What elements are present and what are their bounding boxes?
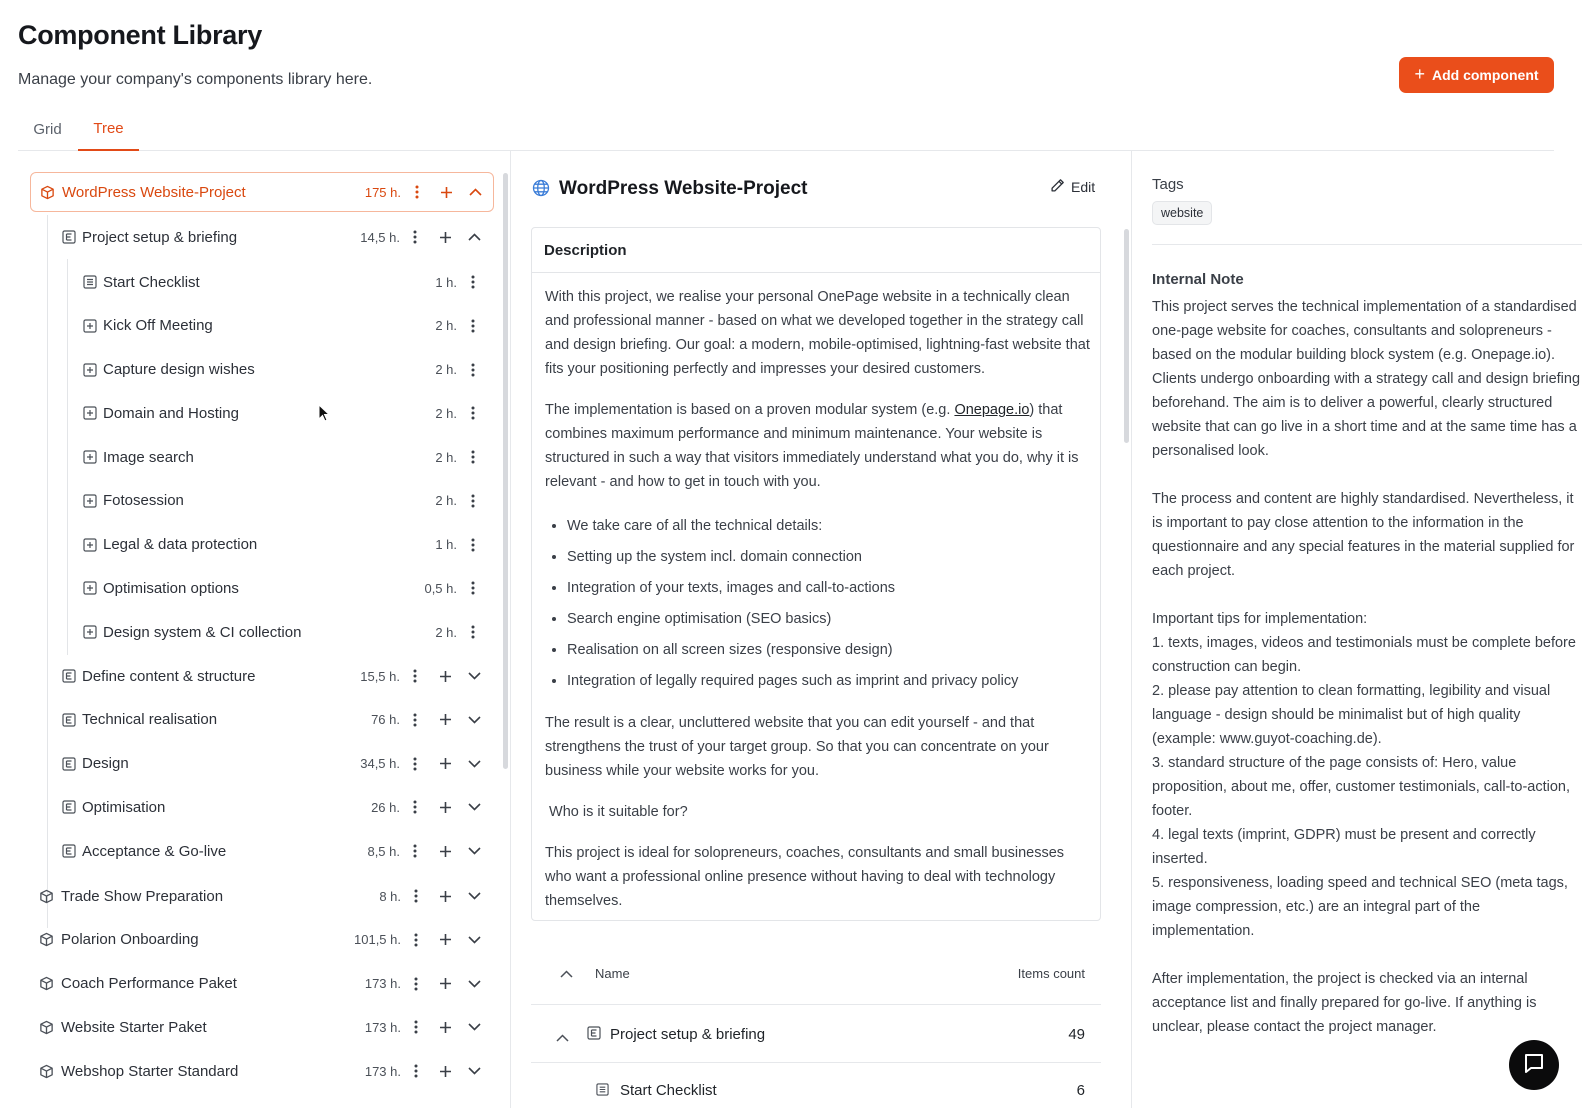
tree-item-label: Acceptance & Go-live (82, 842, 227, 860)
section-icon (61, 844, 76, 859)
tree-item-label: Design (82, 755, 129, 772)
package-icon (39, 1064, 54, 1079)
section-icon (61, 669, 76, 684)
tree-item-label: Polarion Onboarding (61, 931, 199, 949)
tree-item-label: Trade Show Preparation (61, 887, 224, 905)
add-child-icon[interactable] (436, 667, 454, 685)
tree-item-label: Optimisation (82, 798, 166, 816)
tree-item-label: Kick Off Meeting (103, 317, 213, 335)
tree-item-label: WordPress Website-Project (62, 183, 246, 201)
more-menu-icon[interactable] (406, 667, 424, 685)
view-tabs (18, 108, 1554, 151)
hours-value: 1 h. (435, 274, 457, 290)
tab-tree[interactable]: Tree (78, 108, 139, 151)
chevron-down-icon[interactable] (465, 1018, 483, 1036)
checklist-icon (82, 275, 97, 290)
row-count: 6 (1076, 1082, 1085, 1099)
more-menu-icon[interactable] (408, 183, 426, 201)
more-menu-icon[interactable] (406, 711, 424, 729)
tree-item-label: Image search (103, 448, 194, 466)
hours-value: 173 h. (364, 976, 401, 991)
tree-group-item[interactable] (52, 787, 492, 827)
hours-value: 175 h. (364, 184, 401, 200)
section-icon (587, 1026, 601, 1044)
tree-item-label: Domain and Hosting (103, 404, 239, 422)
chevron-down-icon[interactable] (465, 842, 483, 860)
more-menu-icon[interactable] (464, 579, 482, 597)
package-icon (40, 185, 55, 200)
description-paragraph: This project is ideal for solopreneurs, coaches, consultants and small businesses who want a professional online presence without having to deal with technology themselves. (545, 845, 1065, 909)
more-menu-icon[interactable] (464, 273, 482, 291)
add-child-icon[interactable] (436, 228, 454, 246)
plus-icon: + (1414, 64, 1425, 84)
checklist-icon (596, 1083, 609, 1100)
chevron-up-icon[interactable] (466, 183, 484, 201)
chevron-up-icon[interactable] (556, 1029, 569, 1046)
tree-item-label: Project setup & briefing (82, 228, 238, 246)
list-item: • We take care of all the technical details: (567, 511, 1090, 542)
row-count: 49 (1068, 1026, 1085, 1043)
more-menu-icon[interactable] (464, 448, 482, 466)
mouse-cursor-icon (318, 404, 330, 427)
chevron-down-icon[interactable] (465, 755, 483, 773)
table-header (531, 951, 1101, 1005)
more-menu-icon[interactable] (464, 492, 482, 510)
column-name-header[interactable]: Name (595, 966, 630, 981)
more-menu-icon[interactable] (407, 887, 425, 905)
hours-value: 76 h. (371, 712, 400, 728)
tree-item-label: Webshop Starter Standard (61, 1062, 239, 1080)
hours-value: 0,5 h. (424, 580, 457, 596)
list-item: • Integration of legally required pages such as imprint and privacy policy (567, 666, 1090, 697)
list-item: • Realisation on all screen sizes (responsive design) (567, 635, 1090, 666)
more-menu-icon[interactable] (464, 404, 482, 422)
section-icon (61, 230, 76, 245)
hours-value: 15,5 h. (360, 668, 400, 684)
plus-square-icon (82, 493, 97, 508)
tree-leaf-item[interactable] (73, 525, 493, 565)
collapse-all-icon[interactable] (560, 966, 573, 981)
chevron-down-icon[interactable] (465, 931, 483, 949)
edit-button[interactable] (1050, 178, 1095, 196)
page-subtitle: Manage your company's components library here. (18, 71, 373, 88)
hours-value: 26 h. (371, 799, 400, 815)
hours-value: 8 h. (379, 888, 401, 904)
edit-label: Edit (1071, 179, 1096, 195)
add-component-label: Add component (1431, 67, 1539, 83)
onepage-link[interactable]: Onepage.io (954, 402, 1030, 418)
chevron-up-icon[interactable] (465, 228, 483, 246)
add-child-icon[interactable] (436, 842, 454, 860)
text-span: The implementation is based on a proven modular system (e.g. (545, 402, 955, 418)
add-child-icon[interactable] (436, 711, 454, 729)
add-component-button[interactable] (1399, 57, 1554, 93)
package-icon (39, 889, 54, 904)
chevron-down-icon[interactable] (465, 798, 483, 816)
component-tree (18, 151, 511, 1108)
tag-chip[interactable]: website (1152, 201, 1212, 225)
row-name: Start Checklist (620, 1082, 717, 1099)
detail-title: WordPress Website-Project (559, 178, 808, 199)
chevron-down-icon[interactable] (465, 667, 483, 685)
chevron-down-icon[interactable] (465, 887, 483, 905)
description-paragraph: Who is it suitable for? (545, 804, 688, 820)
tree-item-label: Capture design wishes (103, 361, 255, 378)
tree-leaf-item[interactable] (73, 481, 493, 521)
hours-value: 1 h. (435, 537, 457, 552)
hours-value: 2 h. (435, 318, 457, 334)
pencil-icon (1050, 178, 1065, 196)
tab-grid[interactable]: Grid (33, 120, 62, 138)
tags-label: Tags (1152, 176, 1184, 193)
tree-project-item[interactable] (31, 876, 493, 916)
tree-leaf-item[interactable] (73, 306, 493, 346)
hours-value: 173 h. (364, 1019, 401, 1035)
tree-group-item[interactable] (52, 656, 492, 696)
chevron-down-icon[interactable] (465, 1062, 483, 1080)
more-menu-icon[interactable] (464, 317, 482, 335)
description-paragraph (545, 398, 1090, 494)
list-item: • Search engine optimisation (SEO basics) (567, 604, 1090, 635)
chat-icon (1522, 1051, 1546, 1080)
chat-button[interactable] (1509, 1040, 1559, 1090)
description-card (531, 227, 1101, 921)
plus-square-icon (82, 406, 97, 421)
more-menu-icon[interactable] (406, 755, 424, 773)
add-child-icon[interactable] (437, 183, 455, 201)
section-icon (61, 756, 76, 771)
add-child-icon[interactable] (436, 931, 454, 949)
column-count-header[interactable]: Items count (1017, 966, 1085, 981)
tree-item-label: Website Starter Paket (61, 1018, 207, 1036)
more-menu-icon[interactable] (464, 623, 482, 641)
section-icon (61, 712, 76, 727)
add-child-icon[interactable] (436, 975, 454, 993)
internal-note-label: Internal Note (1152, 271, 1244, 288)
hours-value: 2 h. (435, 624, 457, 640)
description-paragraph: The result is a clear, uncluttered website that you can edit yourself - and that strengthens the trust of your target group. So that you can concentrate on your business while your website works for you. (545, 715, 1049, 779)
tree-item-root[interactable] (30, 172, 494, 212)
table-row[interactable] (531, 1005, 1101, 1063)
plus-square-icon (82, 537, 97, 552)
more-menu-icon[interactable] (406, 842, 424, 860)
tree-scrollbar[interactable] (503, 173, 508, 769)
tree-item-label: Design system & CI collection (103, 623, 302, 641)
tree-guide-line (47, 215, 48, 928)
add-child-icon[interactable] (436, 798, 454, 816)
plus-square-icon (82, 318, 97, 333)
text-span: ) that combines maximum performance and minimum maintenance. Your website is structured in such a way that visitors immediately understand what you do, why it is relevant - and how to get in touch with you. (545, 402, 1079, 490)
plus-square-icon (82, 581, 97, 596)
detail-panel (512, 151, 1132, 1108)
page-title: Component Library (18, 20, 262, 50)
tree-leaf-item[interactable] (73, 437, 493, 477)
tree-item-label: Coach Performance Paket (61, 975, 237, 992)
more-menu-icon[interactable] (407, 1062, 425, 1080)
divider (1152, 244, 1582, 245)
tree-item-label: Optimisation options (103, 579, 239, 597)
feature-list (545, 511, 1090, 697)
tree-item-label: Start Checklist (103, 273, 200, 291)
tree-group-item[interactable] (52, 831, 492, 871)
detail-scrollbar[interactable] (1124, 229, 1129, 443)
globe-icon (532, 179, 550, 202)
hours-value: 14,5 h. (360, 229, 400, 245)
tree-item-label: Fotosession (103, 492, 184, 510)
tree-project-item[interactable] (31, 920, 493, 960)
tree-project-item[interactable] (31, 964, 493, 1004)
chevron-down-icon[interactable] (465, 711, 483, 729)
chevron-down-icon[interactable] (465, 975, 483, 993)
hours-value: 101,5 h. (354, 932, 401, 948)
tree-group-item[interactable] (52, 700, 492, 740)
more-menu-icon[interactable] (406, 228, 424, 246)
hours-value: 2 h. (435, 449, 457, 465)
tree-project-item[interactable] (31, 1007, 493, 1047)
tree-item-label: Technical realisation (82, 711, 218, 729)
plus-square-icon (82, 625, 97, 640)
tree-project-item[interactable] (31, 1051, 493, 1091)
tree-item-label: Define content & structure (82, 667, 256, 685)
tree-guide-line (67, 259, 68, 655)
side-panel (1133, 151, 1581, 1108)
more-menu-icon[interactable] (464, 536, 482, 554)
row-name: Project setup & briefing (610, 1026, 766, 1043)
tree-group-item[interactable] (52, 744, 492, 784)
hours-value: 173 h. (364, 1063, 401, 1079)
hours-value: 8,5 h. (367, 843, 400, 859)
description-heading: Description (532, 228, 1100, 273)
tree-leaf-item[interactable] (73, 262, 493, 302)
plus-square-icon (82, 450, 97, 465)
tree-leaf-item[interactable] (73, 393, 493, 433)
add-child-icon[interactable] (436, 1018, 454, 1036)
package-icon (39, 976, 54, 991)
list-item: • Setting up the system incl. domain connection (567, 542, 1090, 573)
tree-group-item[interactable] (52, 217, 492, 257)
more-menu-icon[interactable] (464, 361, 482, 379)
description-body (545, 285, 1090, 930)
table-row[interactable] (531, 1063, 1101, 1108)
description-paragraph: With this project, we realise your personal OnePage website in a technically clean and professional manner - based on what we developed together in the strategy call and design briefing. Our goal: a modern, mobile-optimised, lightning-fast website that fits your positioning perfectly and impresses your desired customers. (545, 289, 1090, 377)
hours-value: 34,5 h. (360, 756, 400, 771)
tree-leaf-item[interactable] (73, 568, 493, 608)
internal-note-text: This project serves the technical implementation of a standardised one-page website for coaches, consultants and solopreneurs - based on the modular building block system (e.g. Onepage.io). Clients undergo onboarding with a strategy call and design briefing beforehand. The aim is to deliver a powerful, clearly structured website that can go live in a short time and at the same time has a personalised look. The process and content are highly standardised. Nevertheless, it is important to pay close attention to the information in the questionnaire and any special features in the material supplied for each project. Important tips for implementation: 1. texts, images, videos and testimonials must be complete before construction can begin. 2. please pay attention to clean formatting, legibility and visual language - design should be minimalist but of high quality (example: www.guyot-coaching.de). 3. standard structure of the page consists of: Hero, value proposition, about me, offer, customer testimonials, call-to-action, footer. 4. legal texts (imprint, GDPR) must be present and correctly inserted. 5. responsiveness, loading speed and technical SEO (meta tags, image compression, etc.) are an integral part of the implementation. After implementation, the project is checked via an internal acceptance list and finally prepared for go-live. If anything is unclear, please contact the project manager. (1152, 299, 1581, 1035)
add-child-icon[interactable] (436, 755, 454, 773)
section-icon (61, 800, 76, 815)
more-menu-icon[interactable] (407, 931, 425, 949)
tree-item-label: Legal & data protection (103, 536, 258, 553)
more-menu-icon[interactable] (407, 1018, 425, 1036)
more-menu-icon[interactable] (407, 975, 425, 993)
list-item: • Integration of your texts, images and call-to-actions (567, 573, 1090, 604)
hours-value: 2 h. (435, 362, 457, 377)
tree-leaf-item[interactable] (73, 350, 493, 390)
package-icon (39, 1020, 54, 1035)
hours-value: 2 h. (435, 405, 457, 421)
hours-value: 2 h. (435, 493, 457, 509)
plus-square-icon (82, 362, 97, 377)
add-child-icon[interactable] (436, 887, 454, 905)
more-menu-icon[interactable] (406, 798, 424, 816)
add-child-icon[interactable] (436, 1062, 454, 1080)
tree-leaf-item[interactable] (73, 612, 493, 652)
package-icon (39, 932, 54, 947)
